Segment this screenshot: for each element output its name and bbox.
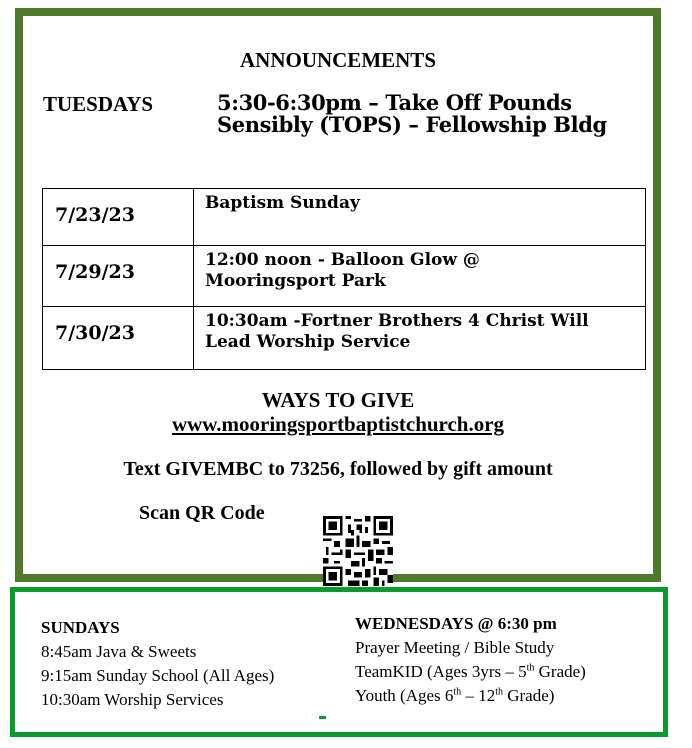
event-date: 7/29/23 xyxy=(43,246,194,307)
sundays-heading: SUNDAYS xyxy=(41,618,120,637)
event-description xyxy=(194,307,646,370)
wednesdays-schedule xyxy=(355,612,586,708)
events-table xyxy=(42,188,646,370)
wednesday-item-text: Grade) xyxy=(534,662,586,681)
event-line-1: 12:00 noon - Balloon Glow @ xyxy=(205,250,480,270)
tuesdays-description xyxy=(217,92,647,136)
wednesday-item xyxy=(355,684,586,708)
announcements-box xyxy=(15,8,661,582)
event-date: 7/23/23 xyxy=(43,189,194,246)
tuesdays-line-2: Sensibly (TOPS) – Fellowship Bldg xyxy=(217,112,607,137)
event-line-2: Mooringsport Park xyxy=(205,271,386,291)
tuesdays-label: TUESDAYS xyxy=(43,92,154,116)
announcements-title: ANNOUNCEMENTS xyxy=(239,48,436,72)
wednesday-item-text: – 12 xyxy=(461,686,496,705)
sunday-item: 8:45am Java & Sweets xyxy=(41,642,197,661)
sundays-schedule xyxy=(41,616,274,712)
qr-code-icon[interactable] xyxy=(323,516,393,586)
event-date: 7/30/23 xyxy=(43,307,194,370)
wednesdays-heading: WEDNESDAYS @ 6:30 pm xyxy=(355,614,557,633)
event-line-1: Baptism Sunday xyxy=(205,193,360,213)
sunday-item: 9:15am Sunday School (All Ages) xyxy=(41,666,275,685)
wednesday-item-text: Youth (Ages 6 xyxy=(355,686,454,705)
event-row xyxy=(43,246,646,307)
event-line-1: 10:30am -Fortner Brothers 4 Christ Will xyxy=(205,311,589,331)
wednesday-item-text: Grade) xyxy=(502,686,555,705)
wednesday-item-text: TeamKID (Ages 3yrs – 5 xyxy=(355,662,527,681)
ways-to-give-title: WAYS TO GIVE xyxy=(261,388,415,412)
ordinal-suffix: th xyxy=(453,686,462,698)
wednesday-item xyxy=(355,660,586,684)
event-row xyxy=(43,307,646,370)
weekly-schedule-box xyxy=(10,587,668,737)
event-row xyxy=(43,189,646,246)
ordinal-suffix: th xyxy=(526,662,535,674)
text-to-give-instructions: Text GIVEMBC to 73256, followed by gift amount xyxy=(123,458,553,480)
event-description xyxy=(194,246,646,307)
sunday-item: 10:30am Worship Services xyxy=(41,690,224,709)
wednesday-item: Prayer Meeting / Bible Study xyxy=(355,638,555,657)
decorative-mark xyxy=(319,716,326,719)
ordinal-suffix: th xyxy=(495,686,503,698)
tuesdays-line-1: 5:30-6:30pm – Take Off Pounds xyxy=(217,90,572,115)
event-description xyxy=(194,189,646,246)
event-line-2: Lead Worship Service xyxy=(205,332,411,352)
church-website-link[interactable]: www.mooringsportbaptistchurch.org xyxy=(171,412,505,436)
qr-code-label: Scan QR Code xyxy=(139,502,265,524)
